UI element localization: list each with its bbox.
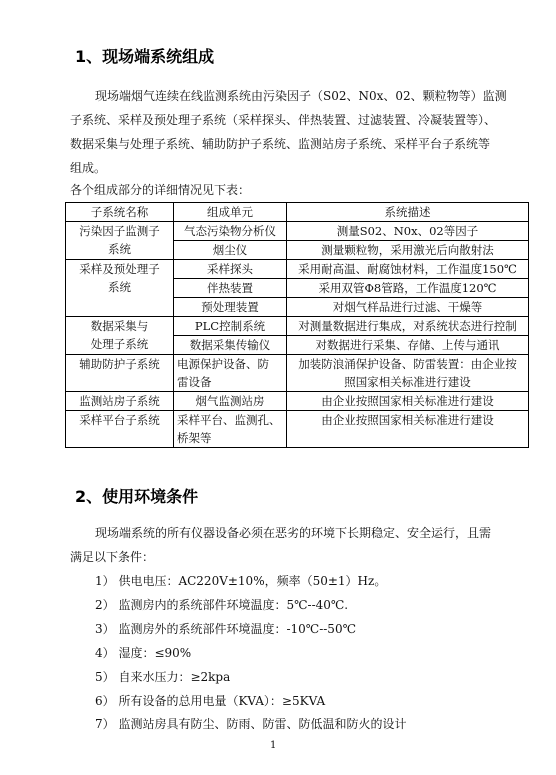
section1-para-line: 子系统、采样及预处理子系统（采样探头、伴热装置、过滤装置、冷凝装置等）、	[70, 113, 497, 127]
description-cell	[287, 260, 529, 279]
description-line: 照国家相关标准进行建设	[344, 375, 471, 389]
unit-cell	[174, 298, 287, 317]
section2-para-line: 满足以下条件：	[70, 550, 155, 564]
subsystem-name-line: 辅助防护子系统	[79, 357, 160, 371]
subsystem-name-line: 污染因子监测子	[79, 224, 160, 238]
table-row	[66, 222, 529, 241]
condition-item: 6） 所有设备的总用电量（KVA）：≥5KVA	[95, 694, 326, 708]
unit-line: 烟尘仪	[212, 243, 248, 257]
description-cell	[287, 411, 529, 448]
subsystem-name-cell	[66, 392, 174, 411]
description-line: 对烟气样品进行过滤、干燥等	[332, 300, 483, 314]
table-row	[66, 317, 529, 336]
unit-line: 气态污染物分析仪	[184, 224, 276, 238]
unit-line: 数据采集传输仪	[189, 338, 271, 352]
condition-item: 5） 自来水压力：≥2kpa	[95, 670, 231, 684]
table-row	[66, 260, 529, 279]
unit-cell	[174, 317, 287, 336]
page-number: 1	[270, 740, 277, 751]
condition-item: 1） 供电电压：AC220V±10%，频率（50±1）Hz。	[95, 574, 387, 588]
description-cell	[287, 298, 529, 317]
description-cell	[287, 336, 529, 355]
subsystem-name-line: 系统	[108, 280, 131, 294]
unit-cell	[174, 392, 287, 411]
subsystem-name-cell	[66, 260, 174, 317]
subsystem-name-line: 采样及预处理子	[79, 262, 160, 276]
unit-line: 电源保护设备、防	[177, 357, 269, 371]
description-line: 加装防浪涌保护设备、防雷装置：由企业按	[298, 357, 517, 371]
subsystem-name-line: 监测站房子系统	[79, 394, 160, 408]
unit-cell	[174, 260, 287, 279]
condition-item: 2） 监测房内的系统部件环境温度：5℃--40℃.	[95, 598, 349, 612]
header-cell: 组成单元	[174, 203, 287, 222]
subsystem-name-cell	[66, 222, 174, 260]
subsystem-name-cell	[66, 355, 174, 392]
condition-item: 3） 监测房外的系统部件环境温度：-10℃--50℃	[95, 622, 357, 636]
subsystem-name-line: 系统	[108, 242, 131, 256]
description-cell	[287, 392, 529, 411]
section2-title: 2、使用环境条件	[75, 487, 199, 506]
description-line: 由企业按照国家相关标准进行建设	[321, 413, 494, 427]
subsystem-table	[65, 202, 529, 448]
description-cell	[287, 279, 529, 298]
section1-title: 1、现场端系统组成	[75, 47, 215, 66]
table-row	[66, 392, 529, 411]
unit-cell	[174, 355, 287, 392]
table-header-row	[66, 203, 529, 222]
unit-cell	[174, 279, 287, 298]
unit-line: 伴热装置	[207, 281, 253, 295]
unit-line: 采样平台、监测孔、	[177, 413, 281, 427]
description-cell	[287, 241, 529, 260]
unit-cell	[174, 336, 287, 355]
subsystem-name-line: 采样平台子系统	[79, 413, 160, 427]
subsystem-name-line: 数据采集与	[90, 319, 149, 333]
unit-cell	[174, 222, 287, 241]
table-row	[66, 355, 529, 392]
condition-item: 4） 湿度：≤90%	[95, 646, 192, 660]
table-intro: 各个组成部分的详细情况见下表：	[70, 183, 251, 197]
header-cell: 系统描述	[287, 203, 529, 222]
unit-line: PLC控制系统	[194, 319, 266, 333]
table-row	[66, 411, 529, 448]
condition-item: 7） 监测站房具有防尘、防雨、防雷、防低温和防火的设计	[95, 717, 407, 731]
description-cell	[287, 222, 529, 241]
unit-line: 预处理装置	[201, 300, 259, 314]
header-cell: 子系统名称	[66, 203, 174, 222]
description-line: 采用耐高温、耐腐蚀材料，工作温度150℃	[298, 262, 517, 276]
description-cell	[287, 355, 529, 392]
unit-line: 烟气监测站房	[195, 394, 265, 408]
unit-cell	[174, 411, 287, 448]
subsystem-name-cell	[66, 317, 174, 355]
section2-para-line: 现场端系统的所有仪器设备必须在恶劣的环境下长期稳定、安全运行，且需	[95, 526, 492, 540]
description-line: 采用双管Φ8管路，工作温度120℃	[318, 281, 497, 295]
unit-line: 桥架等	[177, 431, 212, 445]
description-line: 测量S02、N0x、02等因子	[336, 224, 479, 238]
subsystem-name-line: 处理子系统	[90, 337, 149, 351]
description-line: 测量颗粒物，采用激光后向散射法	[321, 243, 494, 257]
section1-para-line: 现场端烟气连续在线监测系统由污染因子（S02、N0x、02、颗粒物等）监测	[95, 89, 507, 103]
description-line: 对数据进行采集、存储、上传与通讯	[315, 338, 500, 352]
section1-para-line: 数据采集与处理子系统、辅助防护子系统、监测站房子系统、采样平台子系统等	[70, 137, 491, 151]
subsystem-name-cell	[66, 411, 174, 448]
unit-line: 雷设备	[177, 375, 212, 389]
description-cell	[287, 317, 529, 336]
section1-para-line: 组成。	[70, 161, 107, 175]
unit-line: 采样探头	[207, 262, 253, 276]
unit-cell	[174, 241, 287, 260]
description-line: 由企业按照国家相关标准进行建设	[321, 394, 494, 408]
description-line: 对测量数据进行集成，对系统状态进行控制	[298, 319, 517, 333]
